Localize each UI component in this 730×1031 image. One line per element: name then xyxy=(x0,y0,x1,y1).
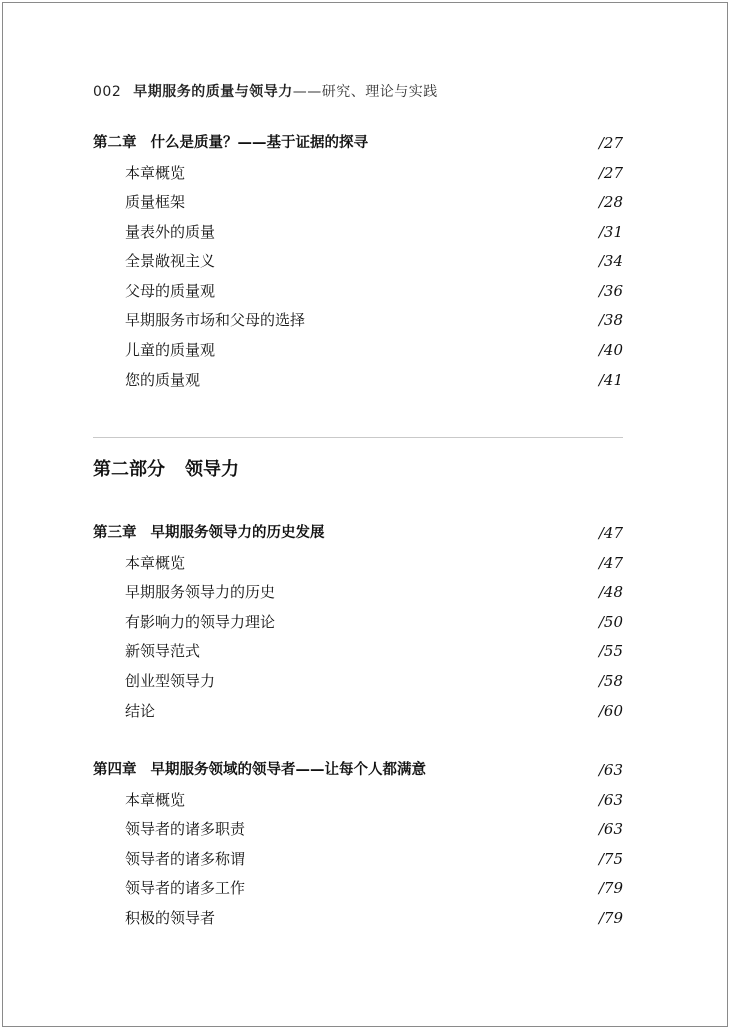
toc-section xyxy=(93,699,623,723)
toc-section xyxy=(93,610,623,634)
section-page-number: /63 xyxy=(598,820,623,838)
chapter-page-number: /27 xyxy=(598,134,623,152)
section-page-number: /47 xyxy=(598,554,623,572)
book-title: 早期服务的质量与领导力 xyxy=(133,84,293,100)
toc-section xyxy=(93,906,623,930)
section-title: 父母的质量观 xyxy=(125,282,216,300)
section-page-number: /34 xyxy=(598,252,623,270)
section-page-number: /31 xyxy=(598,223,623,241)
toc-section xyxy=(93,788,623,812)
section-title: 质量框架 xyxy=(125,193,186,211)
section-title: 本章概览 xyxy=(125,791,186,809)
running-header xyxy=(93,81,438,101)
section-title: 本章概览 xyxy=(125,554,186,572)
toc-chapter-4 xyxy=(93,758,623,782)
section-page-number: /55 xyxy=(598,642,623,660)
section-page-number: /58 xyxy=(598,672,623,690)
toc-section xyxy=(93,190,623,214)
section-title: 本章概览 xyxy=(125,164,186,182)
section-title: 结论 xyxy=(125,702,156,720)
chapter-heading xyxy=(93,131,368,155)
toc-chapter-3 xyxy=(93,521,623,545)
section-title: 儿童的质量观 xyxy=(125,341,216,359)
chapter-heading xyxy=(93,758,426,782)
chapter-number: 第二章 xyxy=(93,135,137,151)
toc-section xyxy=(93,876,623,900)
section-page-number: /79 xyxy=(598,879,623,897)
section-title: 全景敞视主义 xyxy=(125,252,216,270)
toc-section xyxy=(93,669,623,693)
part-heading xyxy=(93,455,239,485)
page-folio: 002 xyxy=(93,84,122,100)
toc-section xyxy=(93,161,623,185)
toc-section xyxy=(93,338,623,362)
toc-section xyxy=(93,308,623,332)
section-divider xyxy=(93,437,623,438)
section-page-number: /38 xyxy=(598,311,623,329)
section-page-number: /41 xyxy=(598,371,623,389)
chapter-title: 什么是质量？——基于证据的探寻 xyxy=(150,135,368,151)
section-title: 有影响力的领导力理论 xyxy=(125,613,276,631)
section-title: 您的质量观 xyxy=(125,371,201,389)
toc-chapter-2 xyxy=(93,131,623,155)
toc-section xyxy=(93,368,623,392)
section-title: 新领导范式 xyxy=(125,642,201,660)
toc-section xyxy=(93,220,623,244)
part-title: 领导力 xyxy=(185,459,239,480)
section-title: 早期服务领导力的历史 xyxy=(125,583,276,601)
section-page-number: /27 xyxy=(598,164,623,182)
section-title: 领导者的诸多工作 xyxy=(125,879,246,897)
chapter-title: 早期服务领导力的历史发展 xyxy=(150,525,325,541)
section-title: 领导者的诸多称谓 xyxy=(125,850,246,868)
toc-section xyxy=(93,580,623,604)
chapter-page-number: /63 xyxy=(598,761,623,779)
toc-section xyxy=(93,551,623,575)
section-page-number: /50 xyxy=(598,613,623,631)
toc-section xyxy=(93,249,623,273)
section-page-number: /60 xyxy=(598,702,623,720)
toc-section xyxy=(93,817,623,841)
chapter-number: 第四章 xyxy=(93,762,137,778)
section-page-number: /63 xyxy=(598,791,623,809)
section-title: 领导者的诸多职责 xyxy=(125,820,246,838)
chapter-number: 第三章 xyxy=(93,525,137,541)
toc-section xyxy=(93,279,623,303)
section-page-number: /28 xyxy=(598,193,623,211)
section-page-number: /75 xyxy=(598,850,623,868)
toc-section xyxy=(93,639,623,663)
section-title: 创业型领导力 xyxy=(125,672,216,690)
section-title: 量表外的质量 xyxy=(125,223,216,241)
section-page-number: /79 xyxy=(598,909,623,927)
section-page-number: /36 xyxy=(598,282,623,300)
section-page-number: /40 xyxy=(598,341,623,359)
book-subtitle: ——研究、理论与实践 xyxy=(292,84,438,100)
section-title: 积极的领导者 xyxy=(125,909,216,927)
part-number: 第二部分 xyxy=(93,459,165,480)
chapter-title: 早期服务领域的领导者——让每个人都满意 xyxy=(150,762,426,778)
book-page xyxy=(2,2,728,1027)
chapter-heading xyxy=(93,521,325,545)
section-title: 早期服务市场和父母的选择 xyxy=(125,311,306,329)
chapter-page-number: /47 xyxy=(598,524,623,542)
section-page-number: /48 xyxy=(598,583,623,601)
toc-section xyxy=(93,847,623,871)
